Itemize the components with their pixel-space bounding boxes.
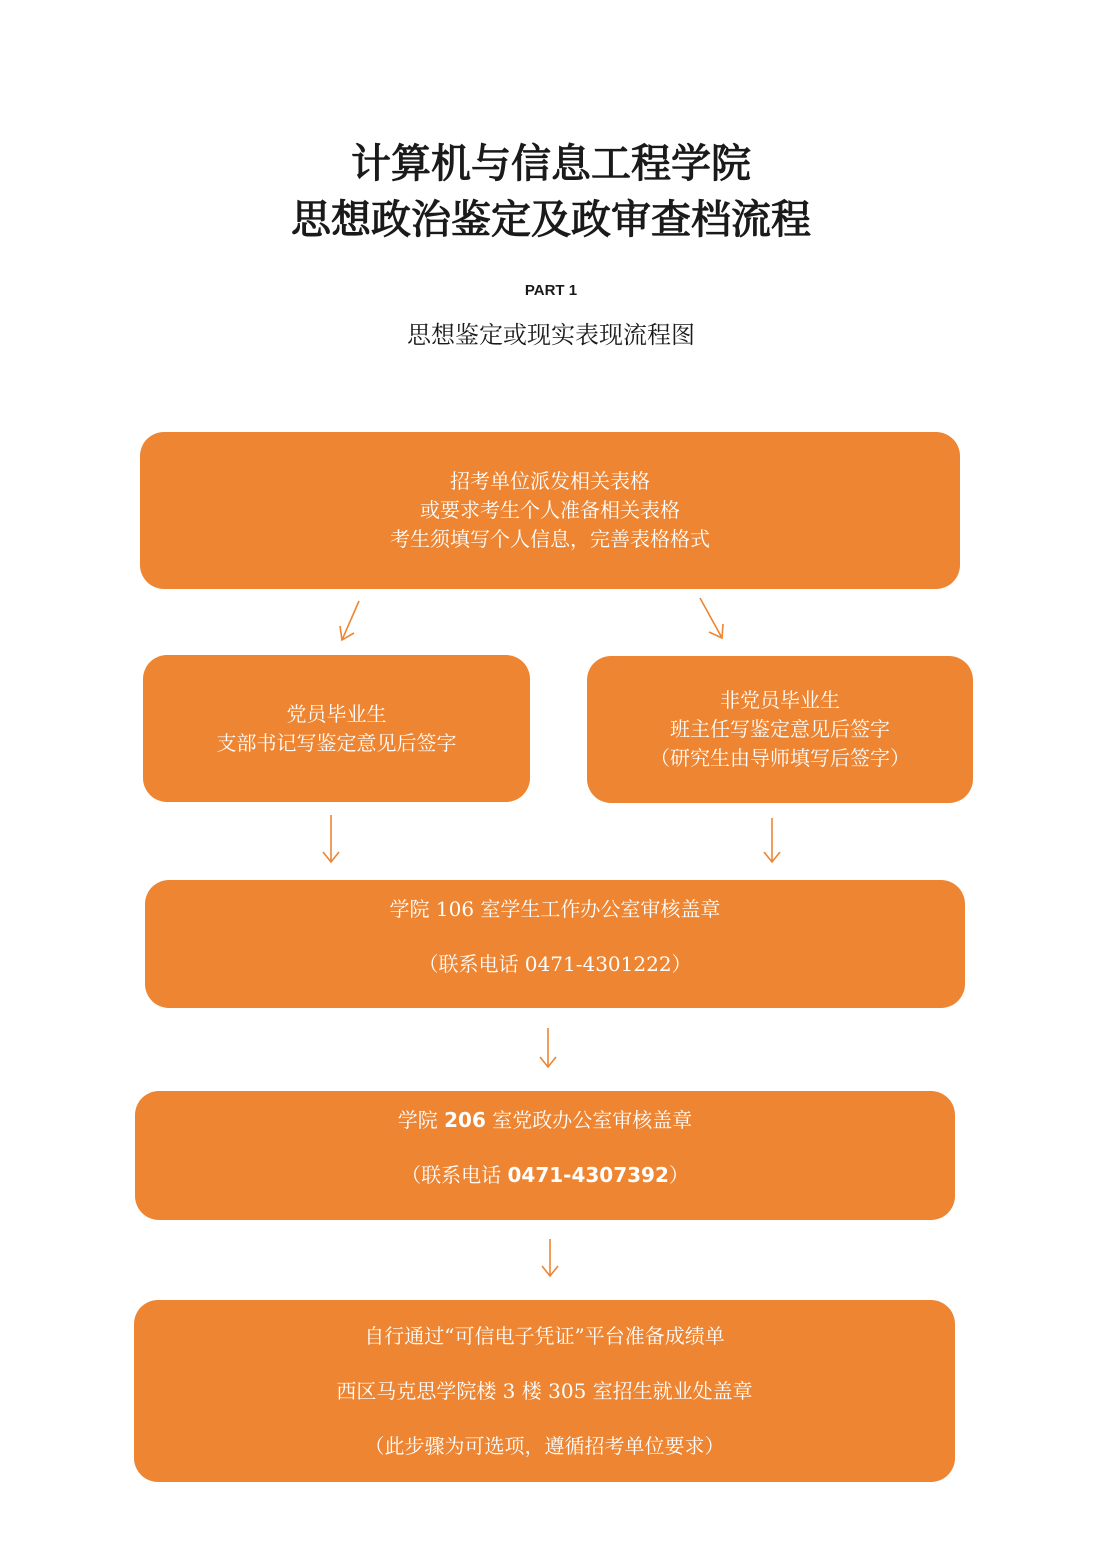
- step-box-transcript-stamp: [134, 1300, 955, 1482]
- step-box-party-member: [143, 655, 530, 802]
- step-text: 自行通过“可信电子凭证”平台准备成绩单: [364, 1324, 725, 1348]
- step-text: 班主任写鉴定意见后签字: [670, 717, 890, 741]
- step-box-form-distribution: [140, 432, 960, 589]
- step-text: （研究生由导师填写后签字）: [650, 746, 910, 770]
- arrow-to-transcript-stamp: [542, 1239, 558, 1276]
- arrow-nonparty-to-office: [764, 818, 780, 862]
- step-text: 支部书记写鉴定意见后签字: [216, 730, 457, 755]
- step-note: （此步骤为可选项，遵循招考单位要求）: [364, 1434, 725, 1458]
- step-text: 考生须填写个人信息，完善表格格式: [390, 527, 710, 551]
- part-label: PART 1: [524, 282, 578, 299]
- step-text: 非党员毕业生: [720, 688, 840, 712]
- step-contact-phone: （联系电话 0471-4301222）: [418, 952, 692, 976]
- step-text: 党员毕业生: [286, 701, 387, 726]
- step-contact-phone: （联系电话 0471-4307392）: [401, 1163, 689, 1187]
- arrow-party-to-office: [323, 815, 339, 862]
- step-box-party-office: [135, 1091, 955, 1220]
- step-text: 西区马克思学院楼 3 楼 305 室招生就业处盖章: [336, 1379, 753, 1403]
- step-text: 招考单位派发相关表格: [450, 469, 650, 493]
- step-text: 或要求考生个人准备相关表格: [420, 498, 680, 522]
- page-title-line-2: 思想政治鉴定及政审查档流程: [291, 197, 811, 243]
- step-text: 学院 106 室学生工作办公室审核盖章: [389, 897, 721, 921]
- step-box-non-party-member: [587, 656, 973, 803]
- arrow-to-party-office: [540, 1028, 556, 1067]
- page-title-line-1: 计算机与信息工程学院: [351, 141, 751, 187]
- step-text: 学院 206 室党政办公室审核盖章: [397, 1108, 693, 1132]
- arrow-to-non-party-member: [700, 598, 723, 638]
- arrow-to-party-member: [340, 601, 359, 640]
- step-box-student-affairs-office: [145, 880, 965, 1008]
- flowchart-subtitle: 思想鉴定或现实表现流程图: [407, 321, 695, 349]
